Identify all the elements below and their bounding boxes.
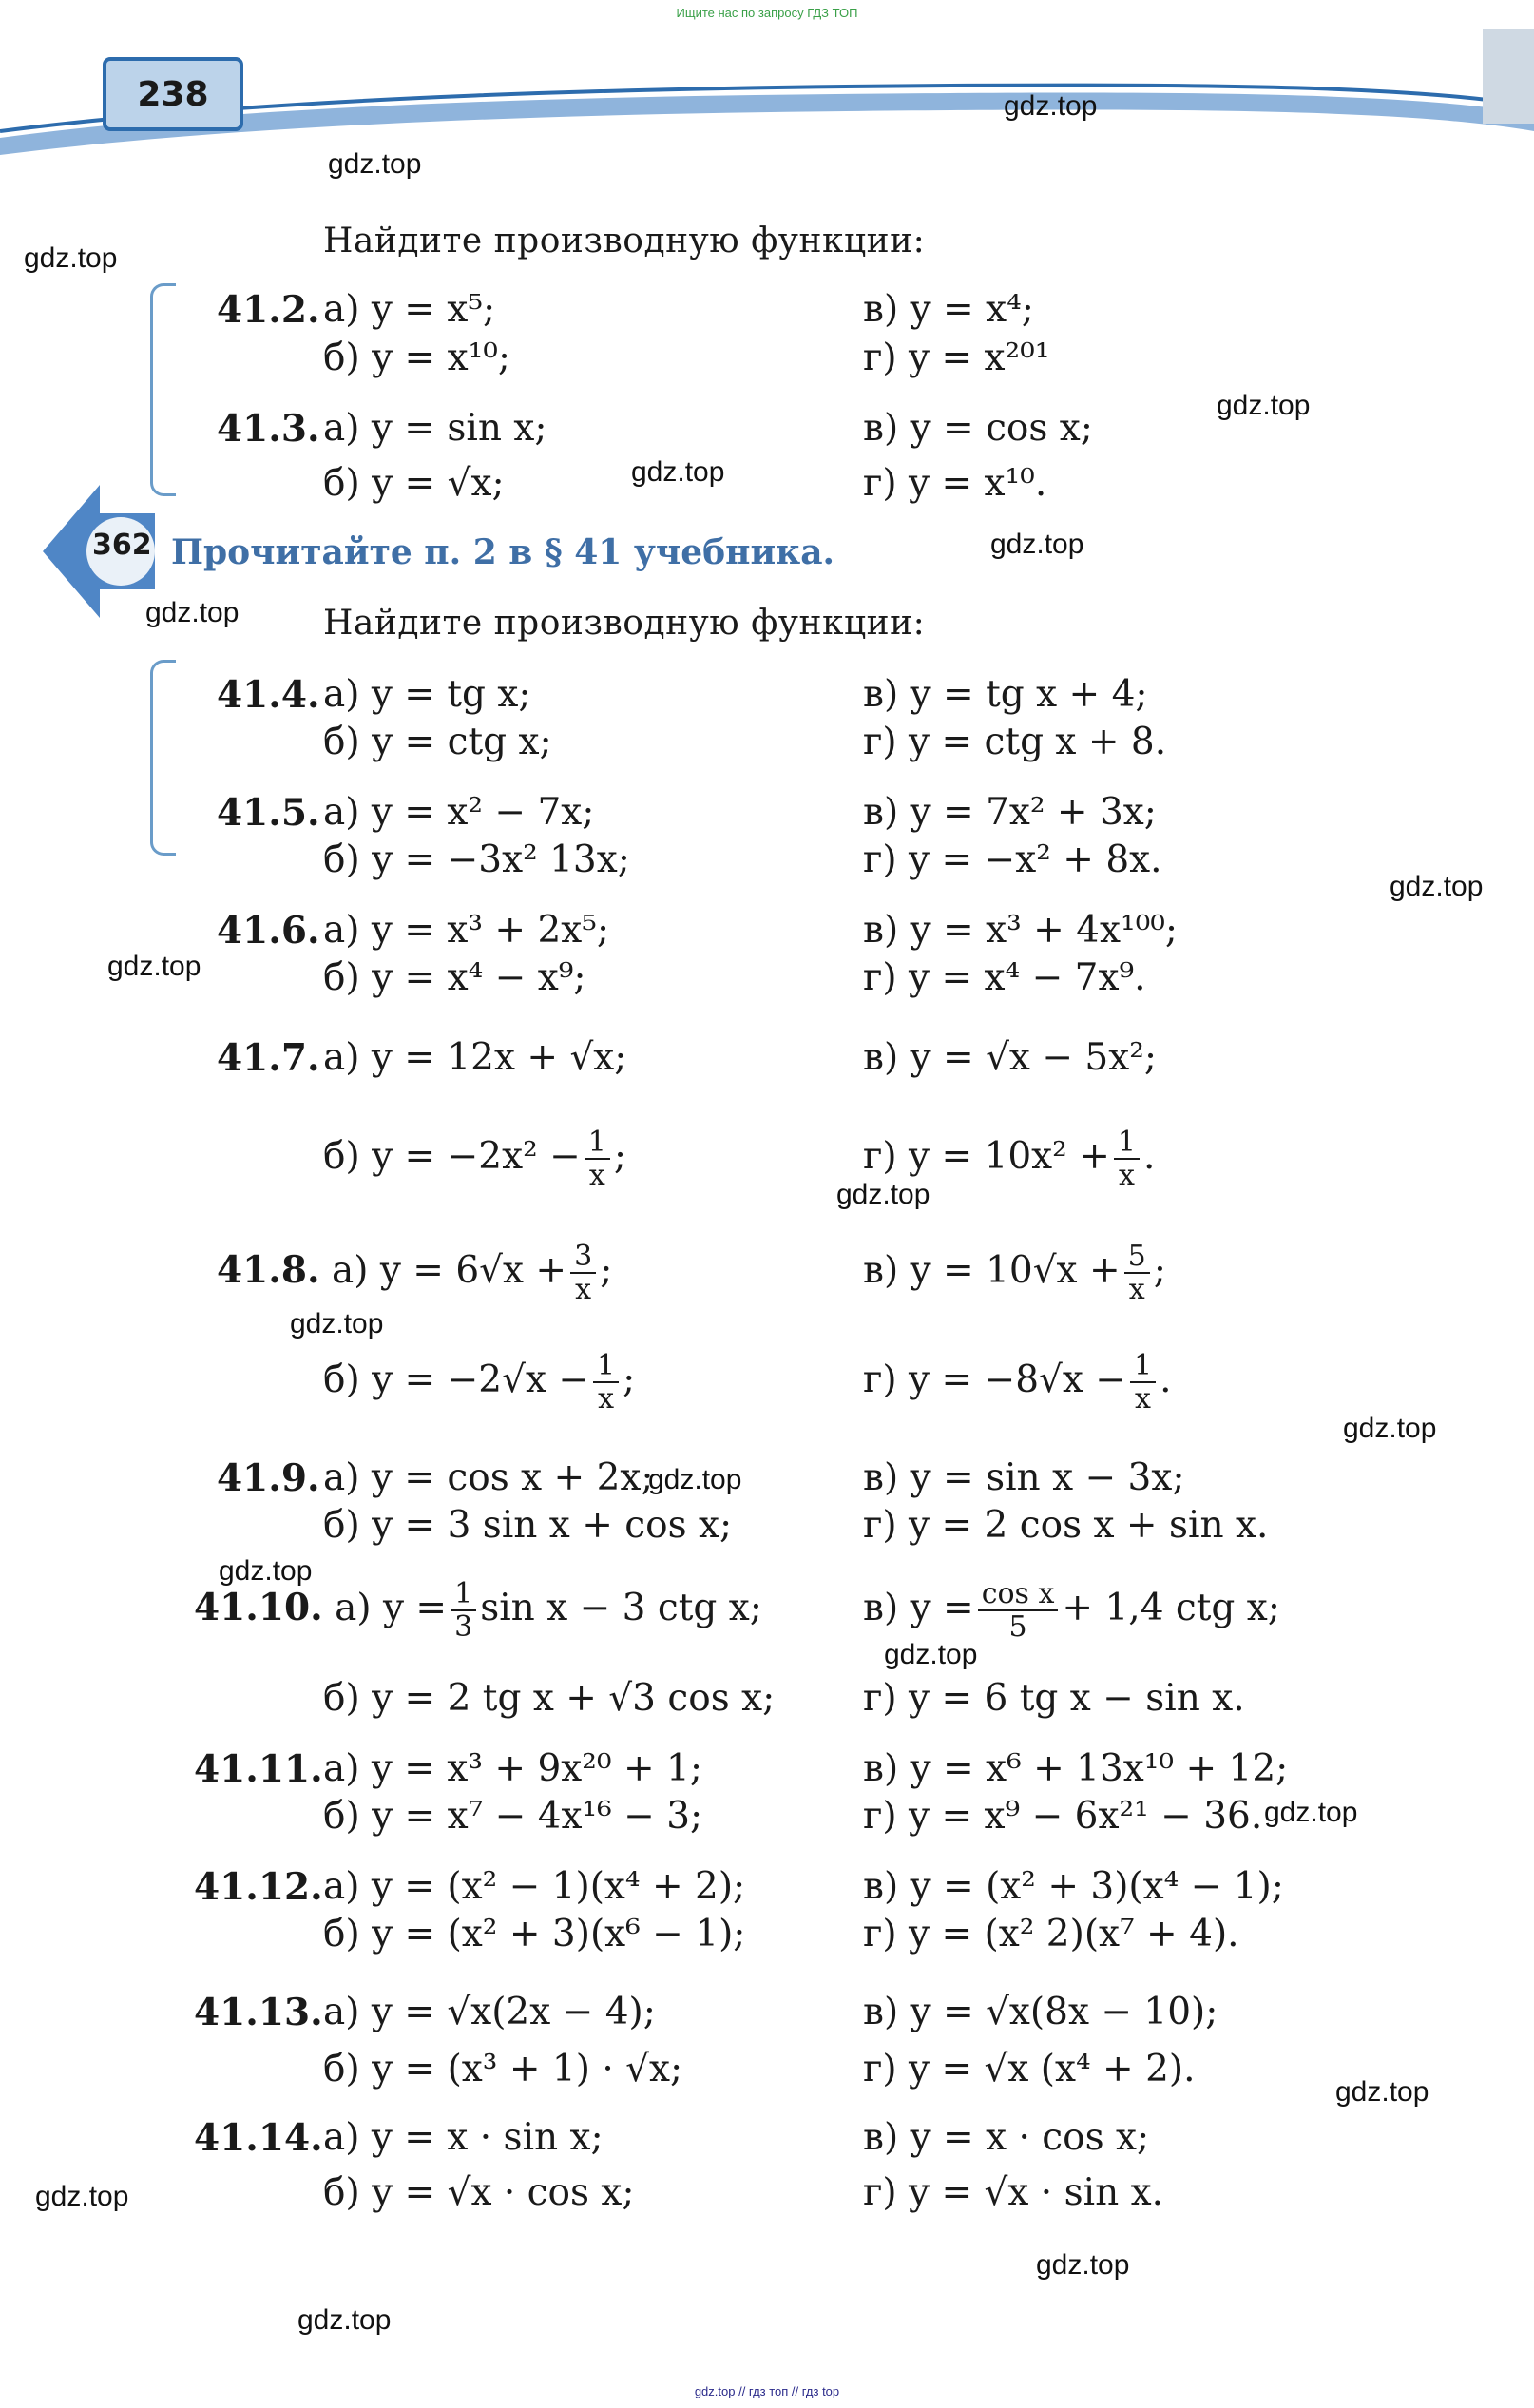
exercise-item: [194, 1578, 762, 1643]
exercise-number: 41.10.: [194, 1586, 323, 1629]
exercise-item: в) y = √x(8x − 10);: [863, 1991, 1218, 2033]
exercise-number: 41.9.: [217, 1456, 320, 1500]
exercise-number: 41.11.: [194, 1747, 323, 1791]
exercise-number: 41.6.: [217, 909, 320, 953]
watermark: gdz.top: [990, 529, 1084, 560]
exercise-number: 41.8.: [217, 1248, 320, 1292]
fraction: [585, 1127, 610, 1191]
exercise-item: в) y = √x − 5x²;: [863, 1036, 1157, 1079]
watermark: gdz.top: [1004, 90, 1098, 122]
exercise-item: в) y = x · cos x;: [863, 2116, 1150, 2159]
exercise-number: 41.14.: [194, 2116, 323, 2160]
exercise-number: 41.4.: [217, 673, 320, 717]
exercise-number: 41.12.: [194, 1865, 323, 1909]
exercise-item: в) y = 7x² + 3x;: [863, 791, 1157, 834]
punctuation: .: [1160, 1358, 1172, 1401]
exercise-number: 41.13.: [194, 1991, 323, 2034]
exercise-item: в) y = x³ + 4x¹⁰⁰;: [863, 909, 1179, 952]
exercise-item: г) y = √x · sin x.: [863, 2171, 1163, 2214]
exercise-item: г) y = x⁴ − 7x⁹.: [863, 956, 1146, 999]
bottom-banner: gdz.top // гдз топ // гдз top: [694, 2384, 840, 2398]
bracket-1: [150, 283, 176, 496]
exercise-item: а) y = x³ + 9x²⁰ + 1;: [323, 1747, 702, 1790]
exercise-item: г) y = ctg x + 8.: [863, 721, 1167, 763]
exercise-item-text: г) y = −8√x −: [863, 1358, 1126, 1401]
exercise-item: [863, 1578, 1280, 1643]
exercise-item: г) y = x²⁰¹: [863, 337, 1050, 379]
exercise-item: а) y = (x² − 1)(x⁴ + 2);: [323, 1865, 746, 1908]
exercise-item: г) y = 6 tg x − sin x.: [863, 1677, 1245, 1720]
fraction: [1124, 1241, 1150, 1305]
watermark: gdz.top: [1390, 871, 1484, 902]
exercise-item-text: а) y =: [335, 1587, 448, 1629]
watermark: gdz.top: [35, 2181, 129, 2212]
exercise-item: в) y = sin x − 3x;: [863, 1456, 1185, 1499]
numerator: 1: [585, 1127, 610, 1160]
watermark: gdz.top: [1335, 2076, 1429, 2108]
fraction: [451, 1578, 476, 1643]
exercise-item: б) y = 2 tg x + √3 cos x;: [323, 1677, 776, 1720]
exercise-item: г) y = (x² 2)(x⁷ + 4).: [863, 1913, 1239, 1955]
exercise-item: б) y = −3x² 13x;: [323, 838, 630, 881]
top-banner: Ищите нас по запросу ГДЗ ТОП: [676, 6, 858, 20]
exercise-number: 41.3.: [217, 407, 320, 451]
watermark: gdz.top: [648, 1464, 742, 1495]
exercise-item: б) y = x¹⁰;: [323, 337, 510, 379]
denominator: x: [575, 1273, 592, 1306]
exercise-item: б) y = √x;: [323, 462, 505, 505]
punctuation: ;: [1153, 1249, 1166, 1292]
exercise-number: 41.7.: [217, 1036, 320, 1080]
denominator: 3: [454, 1610, 473, 1644]
exercise-item: а) y = x⁵;: [323, 288, 496, 331]
exercise-item: в) y = x⁴;: [863, 288, 1034, 331]
watermark: gdz.top: [24, 242, 118, 274]
denominator: x: [588, 1159, 605, 1192]
exercise-item: б) y = √x · cos x;: [323, 2171, 635, 2214]
exercise-item-text: в) y = 10√x +: [863, 1249, 1121, 1292]
numerator: 3: [570, 1241, 596, 1274]
fraction: [570, 1241, 596, 1305]
exercise-item: а) y = 12x + √x;: [323, 1036, 627, 1079]
denominator: x: [1128, 1273, 1145, 1306]
exercise-item: [217, 1241, 612, 1305]
watermark: gdz.top: [297, 2304, 392, 2336]
numerator: 1: [451, 1578, 476, 1611]
watermark: gdz.top: [1343, 1413, 1437, 1444]
punctuation: ;: [600, 1249, 613, 1292]
exercise-item: б) y = 3 sin x + cos x;: [323, 1504, 733, 1547]
exercise-item-text: sin x − 3 ctg x;: [480, 1587, 762, 1629]
exercise-item: г) y = 2 cos x + sin x.: [863, 1504, 1269, 1547]
page-number: 238: [103, 57, 243, 131]
exercise-item: а) y = cos x + 2x;: [323, 1456, 654, 1499]
exercise-item-text: а) y = 6√x +: [331, 1249, 567, 1292]
fraction: [1114, 1127, 1140, 1191]
fraction: [978, 1578, 1059, 1643]
exercise-item: а) y = tg x;: [323, 673, 531, 716]
watermark: gdz.top: [219, 1555, 313, 1587]
watermark: gdz.top: [107, 951, 201, 982]
watermark: gdz.top: [836, 1179, 930, 1210]
fraction: [1130, 1350, 1156, 1415]
fraction: [593, 1350, 619, 1415]
numerator: cos x: [978, 1578, 1059, 1611]
exercise-item: в) y = x⁶ + 13x¹⁰ + 12;: [863, 1747, 1289, 1790]
exercise-number: 41.2.: [217, 288, 320, 332]
exercise-item-text: в) y =: [863, 1587, 974, 1629]
exercise-item-text: б) y = −2√x −: [323, 1358, 590, 1401]
bracket-2: [150, 660, 176, 856]
watermark: gdz.top: [631, 456, 725, 488]
exercise-item: а) y = sin x;: [323, 407, 547, 450]
exercise-item: [863, 1350, 1171, 1415]
exercise-item: [863, 1127, 1155, 1191]
exercise-item: [863, 1241, 1166, 1305]
exercise-item: б) y = ctg x;: [323, 721, 552, 763]
numerator: 5: [1124, 1241, 1150, 1274]
exercise-item: а) y = x² − 7x;: [323, 791, 595, 834]
watermark: gdz.top: [290, 1308, 384, 1339]
exercise-item: б) y = x⁷ − 4x¹⁶ − 3;: [323, 1795, 703, 1838]
reference-text: Прочитайте п. 2 в § 41 учебника.: [171, 532, 835, 572]
exercise-item: а) y = √x(2x − 4);: [323, 1991, 656, 2033]
exercise-item: г) y = x¹⁰.: [863, 462, 1047, 505]
denominator: x: [598, 1382, 615, 1416]
watermark: gdz.top: [328, 148, 422, 180]
exercise-item: г) y = √x (x⁴ + 2).: [863, 2048, 1196, 2090]
denominator: x: [1118, 1159, 1135, 1192]
exercise-item: б) y = (x³ + 1) · √x;: [323, 2048, 683, 2090]
watermark: gdz.top: [884, 1639, 978, 1670]
reference-number: 362: [92, 529, 152, 562]
exercise-item: в) y = (x² + 3)(x⁴ − 1);: [863, 1865, 1284, 1908]
punctuation: ;: [623, 1358, 636, 1401]
instruction-1: Найдите производную функции:: [323, 222, 926, 260]
numerator: 1: [1114, 1127, 1140, 1160]
watermark: gdz.top: [1036, 2249, 1130, 2281]
numerator: 1: [1130, 1350, 1156, 1383]
punctuation: ;: [613, 1135, 627, 1178]
exercise-item: в) y = tg x + 4;: [863, 673, 1148, 716]
exercise-number: 41.5.: [217, 791, 320, 835]
punctuation: .: [1142, 1135, 1156, 1178]
watermark: gdz.top: [145, 597, 240, 628]
denominator: 5: [1008, 1610, 1027, 1644]
exercise-item-text: г) y = 10x² +: [863, 1135, 1110, 1178]
exercise-item-text: б) y = −2x² −: [323, 1135, 581, 1178]
exercise-item: а) y = x · sin x;: [323, 2116, 604, 2159]
exercise-item: б) y = (x² + 3)(x⁶ − 1);: [323, 1913, 746, 1955]
instruction-2: Найдите производную функции:: [323, 604, 926, 643]
exercise-item: [323, 1350, 635, 1415]
watermark: gdz.top: [1264, 1797, 1358, 1828]
exercise-item: а) y = x³ + 2x⁵;: [323, 909, 610, 952]
exercise-item-text: + 1,4 ctg x;: [1062, 1587, 1280, 1629]
exercise-item: в) y = cos x;: [863, 407, 1093, 450]
exercise-item: г) y = x⁹ − 6x²¹ − 36.: [863, 1795, 1263, 1838]
exercise-item: г) y = −x² + 8x.: [863, 838, 1162, 881]
watermark: gdz.top: [1217, 390, 1311, 421]
numerator: 1: [593, 1350, 619, 1383]
denominator: x: [1135, 1382, 1151, 1416]
exercise-item: [323, 1127, 626, 1191]
exercise-item: б) y = x⁴ − x⁹;: [323, 956, 586, 999]
